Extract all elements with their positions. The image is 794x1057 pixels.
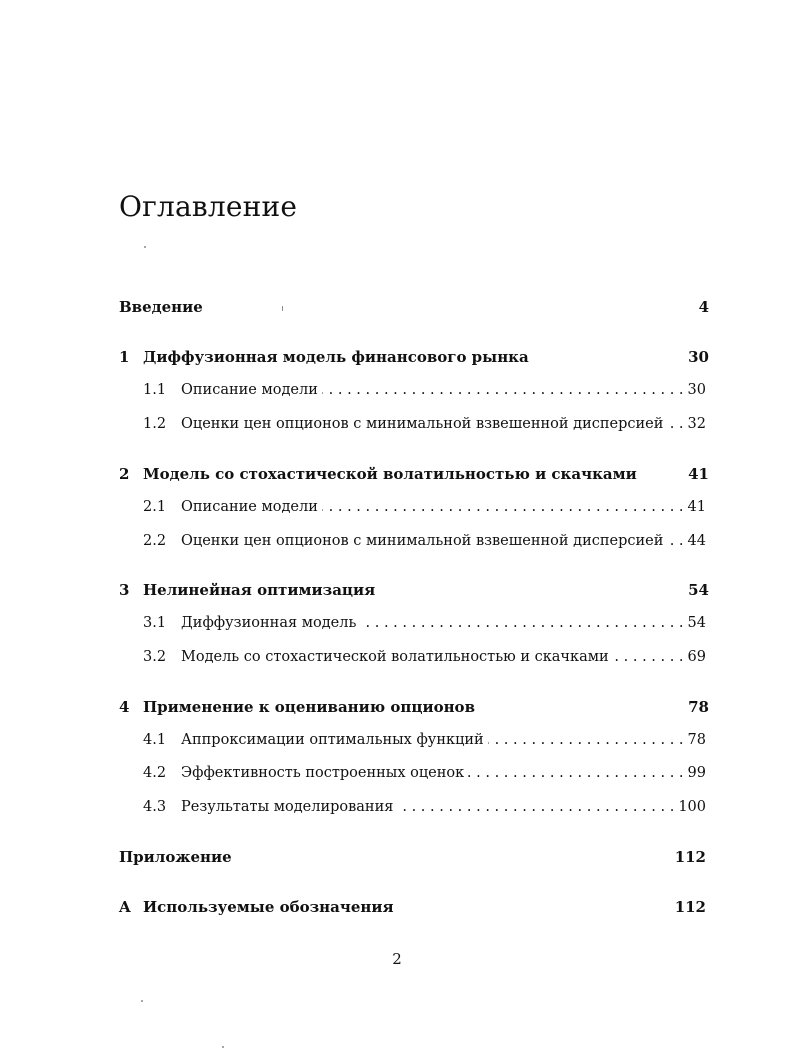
appendix-page: 112 [674, 848, 706, 866]
chapter-label: Применение к оцениванию опционов [143, 698, 475, 716]
chapter-page: 30 [688, 348, 709, 366]
section-label: Оценки цен опционов с минимальной взвешенной дисперсией [181, 533, 664, 549]
section-label: Диффузионная модель [181, 615, 357, 631]
section-label: Модель со стохастической волатильностью и скачками [181, 649, 609, 665]
dot-leader [488, 732, 684, 748]
chapter-label: Модель со стохастической волатильностью и скачками [143, 465, 637, 483]
chapter-number: 4 [119, 698, 130, 716]
appendix-a-label: Используемые обозначения [143, 898, 394, 916]
section-page: 99 [687, 765, 706, 781]
section-number: 2.2 [143, 533, 167, 549]
toc-chapter-1[interactable] [119, 348, 709, 370]
toc-section-1-2[interactable] [143, 416, 706, 438]
section-page: 78 [687, 732, 706, 748]
toc-chapter-3[interactable] [119, 581, 709, 603]
toc-section-4-3[interactable] [143, 799, 706, 821]
chapter-page: 54 [688, 581, 709, 599]
page-title: Оглавление [119, 190, 298, 223]
section-label: Оценки цен опционов с минимальной взвешенной дисперсией [181, 416, 664, 432]
toc-section-2-1[interactable] [143, 499, 706, 521]
section-number: 4.1 [143, 732, 167, 748]
section-number: 1.2 [143, 416, 167, 432]
section-label: Эффективность построенных оценок [181, 765, 465, 781]
section-page: 54 [687, 615, 706, 631]
appendix-a-page: 112 [674, 898, 706, 916]
section-page: 69 [687, 649, 706, 665]
toc-section-4-1[interactable] [143, 732, 706, 754]
chapter-number: 3 [119, 581, 130, 599]
section-label: Аппроксимации оптимальных функций [181, 732, 484, 748]
scan-speck [282, 306, 283, 311]
scan-speck [222, 1046, 224, 1048]
section-label: Описание модели [181, 382, 318, 398]
chapter-page: 41 [688, 465, 709, 483]
section-number: 4.2 [143, 765, 167, 781]
chapter-label: Диффузионная модель финансового рынка [143, 348, 529, 366]
toc-chapter-4[interactable] [119, 698, 709, 720]
dot-leader [613, 649, 684, 665]
dot-leader [397, 799, 674, 815]
toc-section-2-2[interactable] [143, 533, 706, 555]
section-page: 41 [687, 499, 706, 515]
dot-leader [322, 499, 684, 515]
section-number: 3.2 [143, 649, 167, 665]
section-page: 30 [687, 382, 706, 398]
toc-section-3-2[interactable] [143, 649, 706, 671]
toc-appendix-a[interactable] [119, 898, 706, 920]
toc-section-1-1[interactable] [143, 382, 706, 404]
dot-leader [667, 533, 683, 549]
toc-section-4-2[interactable] [143, 765, 706, 787]
appendix-a-letter: A [119, 898, 131, 916]
chapter-number: 2 [119, 465, 130, 483]
section-page: 32 [687, 416, 706, 432]
toc-chapter-2[interactable] [119, 465, 709, 487]
appendix-label: Приложение [119, 848, 232, 866]
chapter-number: 1 [119, 348, 130, 366]
dot-leader [468, 765, 683, 781]
dot-leader [322, 382, 684, 398]
toc-intro[interactable] [119, 298, 709, 320]
dot-leader [360, 615, 683, 631]
section-number: 3.1 [143, 615, 167, 631]
chapter-label: Нелинейная оптимизация [143, 581, 376, 599]
dot-leader [667, 416, 683, 432]
toc-intro-page: 4 [698, 298, 709, 316]
toc-intro-label: Введение [119, 298, 203, 316]
scan-speck [144, 246, 146, 248]
section-label: Результаты моделирования [181, 799, 394, 815]
section-page: 44 [687, 533, 706, 549]
section-label: Описание модели [181, 499, 318, 515]
section-number: 4.3 [143, 799, 167, 815]
section-number: 1.1 [143, 382, 167, 398]
section-page: 100 [678, 799, 706, 815]
toc-appendix[interactable] [119, 848, 706, 870]
toc-section-3-1[interactable] [143, 615, 706, 637]
section-number: 2.1 [143, 499, 167, 515]
chapter-page: 78 [688, 698, 709, 716]
page-number: 2 [392, 950, 402, 968]
scan-speck [141, 1000, 143, 1002]
